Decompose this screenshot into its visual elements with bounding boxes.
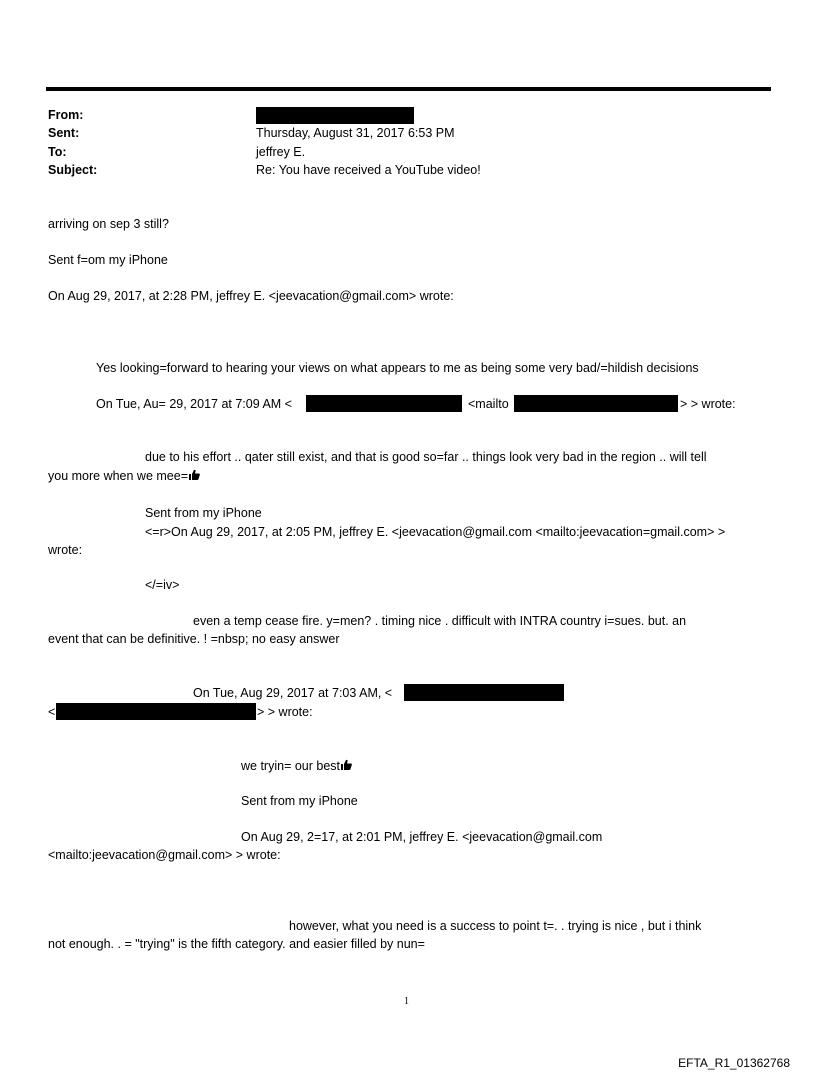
redaction-2a xyxy=(306,395,462,412)
body-line-tryin-text: we tryin= our best xyxy=(241,759,341,773)
quote-header-2b: <mailto xyxy=(468,397,509,411)
quote-header-5a: On Aug 29, 2=17, at 2:01 PM, jeffrey E. <jeevacation@gmail.com xyxy=(241,830,603,844)
body-line-effort-b xyxy=(48,469,200,483)
body-line-ceasefire-b: event that can be definitive. ! =nbsp; no easy answer xyxy=(48,632,340,646)
body-line-sent-iphone-2: Sent from my iPhone xyxy=(145,506,262,520)
header-rule xyxy=(46,87,771,91)
page-number: 1 xyxy=(404,996,409,1007)
body-line-success-a: however, what you need is a success to point t=. . trying is nice , but i think xyxy=(289,919,702,933)
quote-header-3b: wrote: xyxy=(48,543,83,557)
footer-id: EFTA_R1_01362768 xyxy=(678,1056,790,1070)
body-line-sent-from: Sent f=om my iPhone xyxy=(48,253,168,267)
quote-header-2a: On Tue, Au= 29, 2017 at 7:09 AM < xyxy=(96,397,292,411)
body-line-arriving: arriving on sep 3 still? xyxy=(48,217,169,231)
body-line-tryin xyxy=(241,759,352,773)
sent-label: Sent: xyxy=(48,126,80,140)
thumbs-up-icon xyxy=(340,759,352,773)
quote-header-1: On Aug 29, 2017, at 2:28 PM, jeffrey E. <jeevacation@gmail.com> wrote: xyxy=(48,289,454,303)
from-redaction xyxy=(256,107,414,124)
body-line-success-b: not enough. . = "trying" is the fifth category. and easier filled by nun= xyxy=(48,937,425,951)
quote-header-4b: < xyxy=(48,705,56,719)
thumbs-up-icon xyxy=(188,469,200,483)
sent-value: Thursday, August 31, 2017 6:53 PM xyxy=(256,126,455,140)
body-line-effort-b-text: you more when we mee= xyxy=(48,469,189,483)
redaction-4b xyxy=(56,703,256,720)
redaction-2b xyxy=(514,395,678,412)
quote-header-4c: > > wrote: xyxy=(257,705,313,719)
quote-header-4a: On Tue, Aug 29, 2017 at 7:03 AM, < xyxy=(193,686,393,700)
subject-label: Subject: xyxy=(48,163,98,177)
quote-header-5b: <mailto:jeevacation@gmail.com> > wrote: xyxy=(48,848,281,862)
quote-header-2c: > > wrote: xyxy=(680,397,736,411)
subject-value: Re: You have received a YouTube video! xyxy=(256,163,481,177)
body-line-sent-iphone-3: Sent from my iPhone xyxy=(241,794,358,808)
to-value: jeffrey E. xyxy=(256,145,306,159)
body-line-looking-forward: Yes looking=forward to hearing your views on what appears to me as being some very bad/=hildish decisions xyxy=(96,361,699,375)
body-line-div: </=iv> xyxy=(145,578,180,592)
redaction-4a xyxy=(404,684,564,701)
quote-header-3a: <=r>On Aug 29, 2017, at 2:05 PM, jeffrey E. <jeevacation@gmail.com <mailto:jeevacation=gmail.com> > xyxy=(145,525,726,539)
body-line-effort-a: due to his effort .. qater still exist, and that is good so=far .. things look very bad in the region .. will tell xyxy=(145,450,707,464)
from-label: From: xyxy=(48,108,84,122)
body-line-ceasefire-a: even a temp cease fire. y=men? . timing nice . difficult with INTRA country i=sues. but. an xyxy=(193,614,687,628)
to-label: To: xyxy=(48,145,67,159)
